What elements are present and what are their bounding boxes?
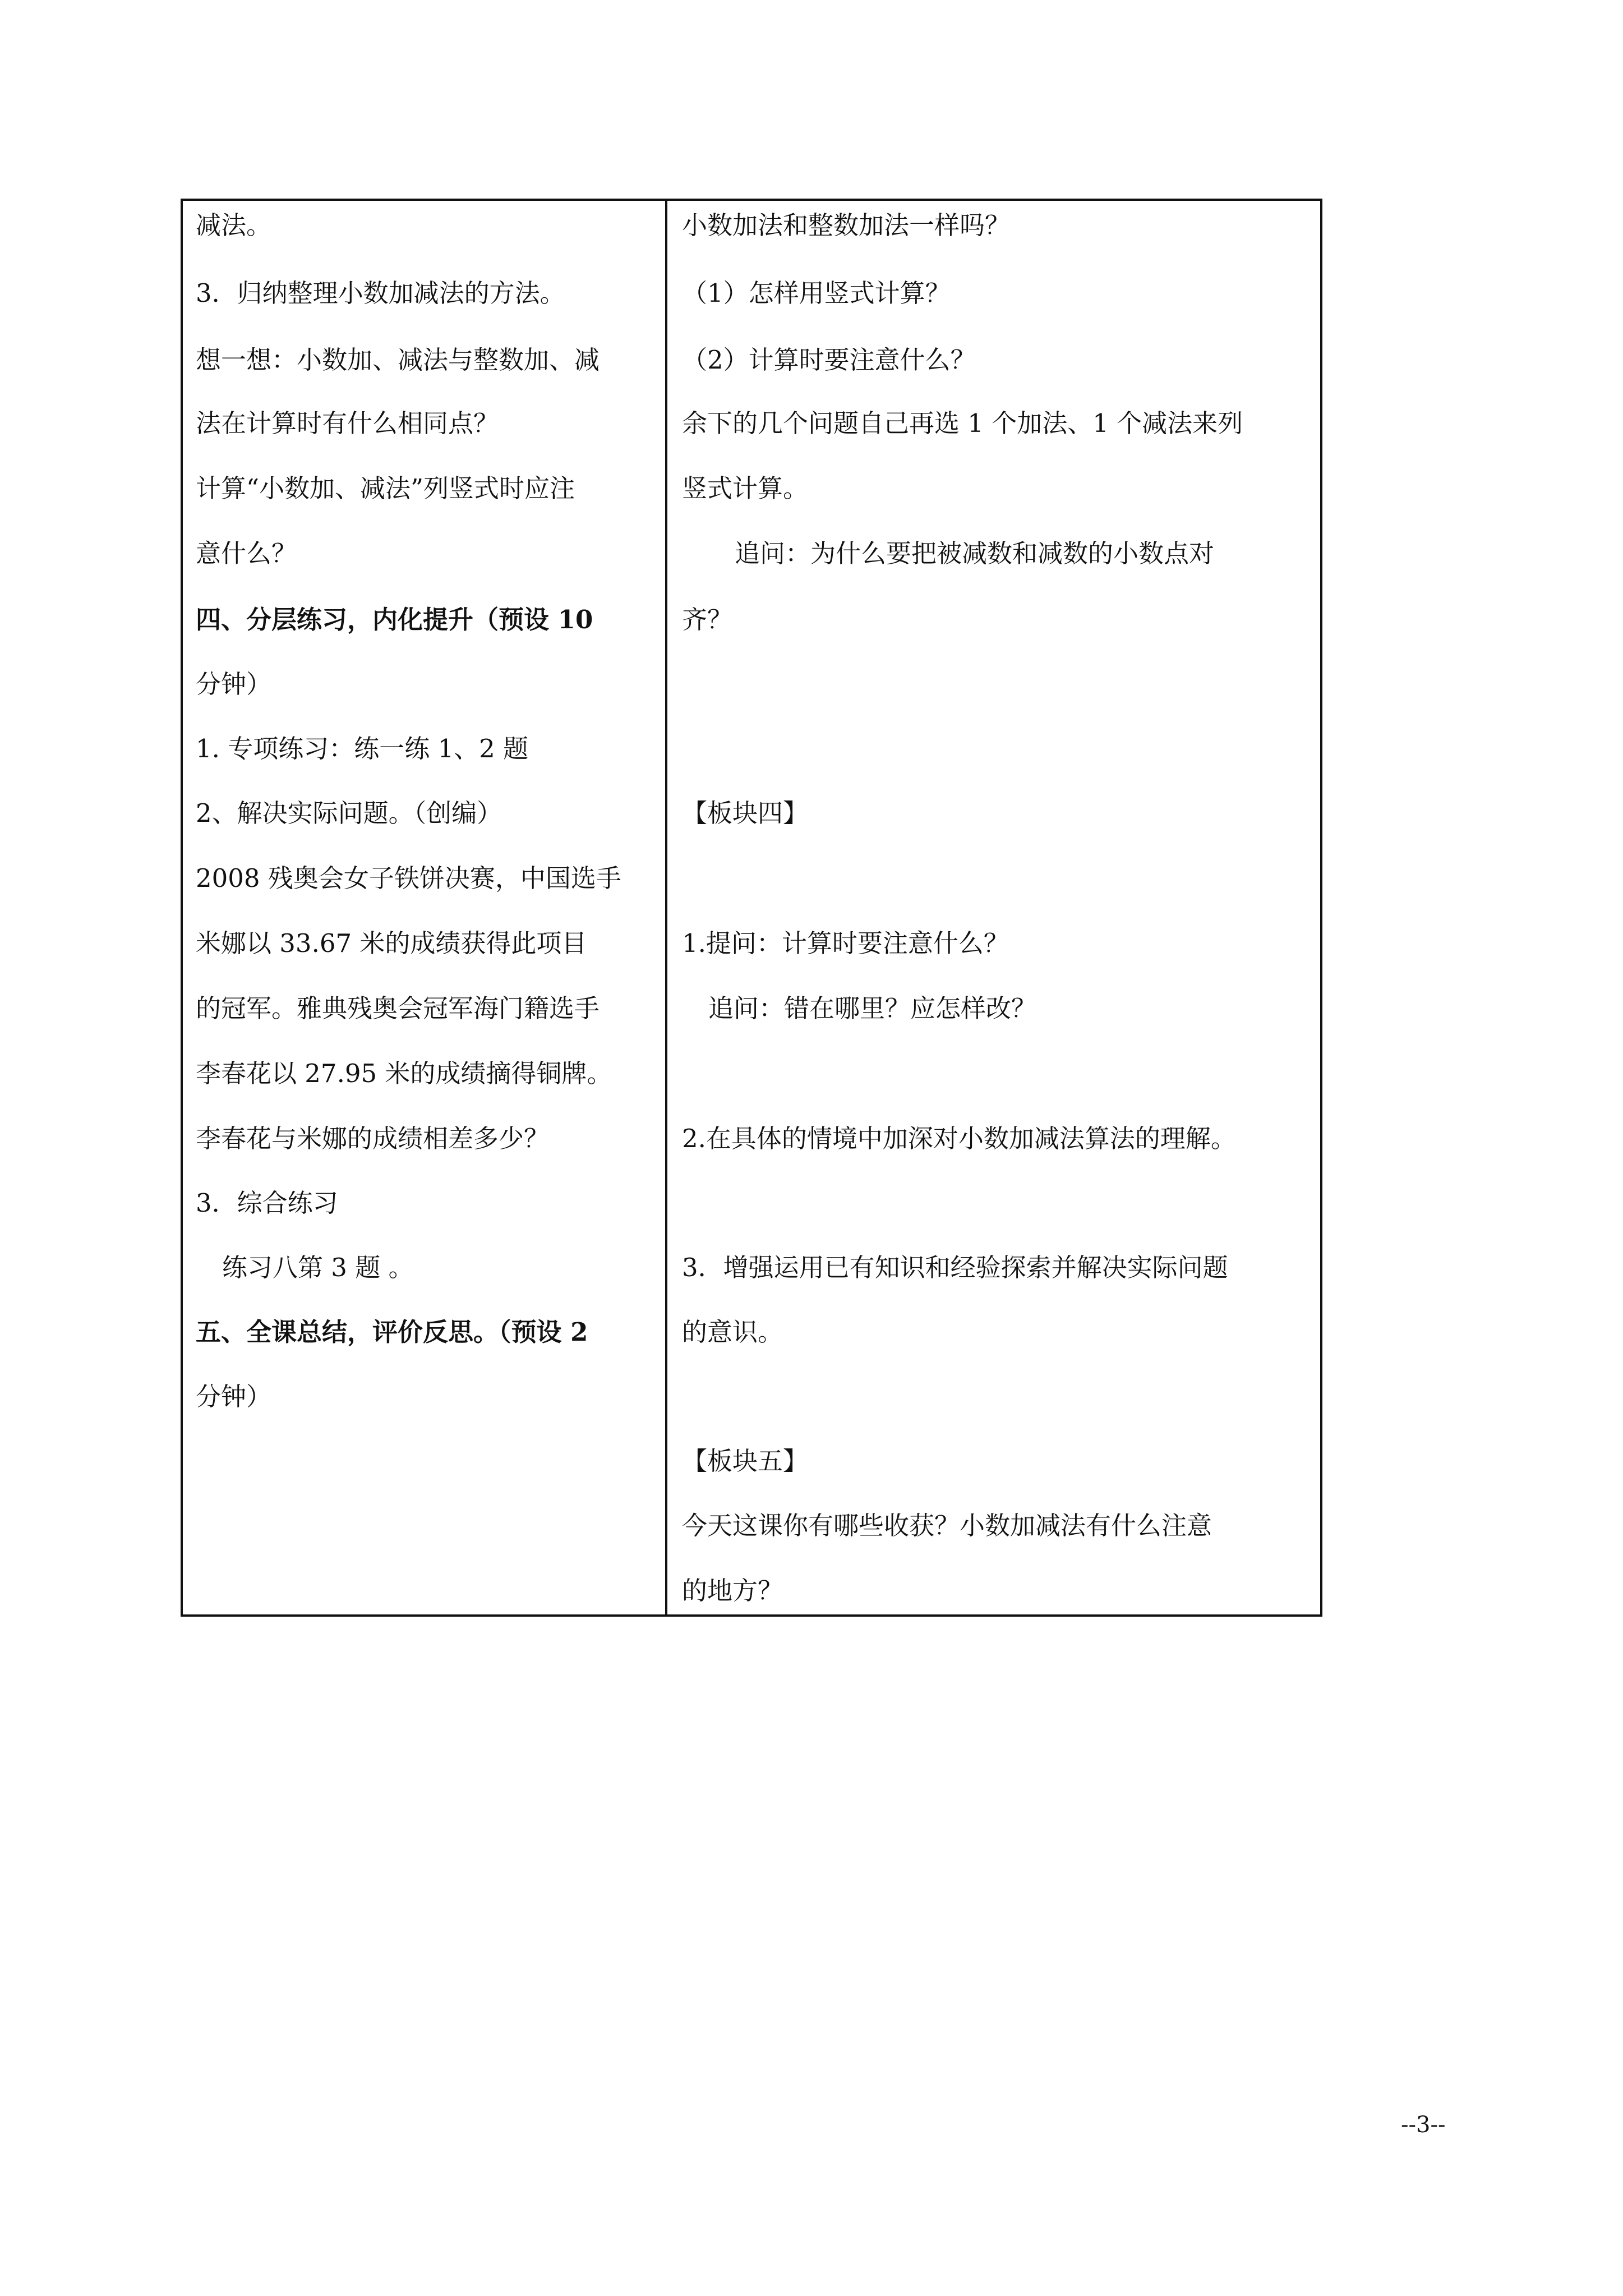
left-line: 法在计算时有什么相同点？ bbox=[196, 408, 499, 438]
right-line: 余下的几个问题自己再选 1 个加法、1 个减法来列 bbox=[682, 408, 1243, 438]
section-heading: 五、全课总结，评价反思。（预设 2 bbox=[196, 1317, 588, 1347]
right-line: 的地方？ bbox=[682, 1576, 783, 1605]
left-line: 想一想：小数加、减法与整数加、减 bbox=[196, 345, 600, 375]
left-line: 减法。 bbox=[196, 210, 272, 240]
left-line: 分钟） bbox=[196, 669, 272, 699]
right-line: 齐？ bbox=[682, 605, 733, 634]
left-line: 3．归纳整理小数加减法的方法。 bbox=[196, 278, 565, 308]
left-line: 2008 残奥会女子铁饼决赛，中国选手 bbox=[196, 863, 621, 893]
right-line: 追问：错在哪里？应怎样改？ bbox=[708, 993, 1037, 1023]
right-line: 2.在具体的情境中加深对小数加减法算法的理解。 bbox=[682, 1124, 1236, 1153]
right-line: 今天这课你有哪些收获？小数加减法有什么注意 bbox=[682, 1511, 1212, 1540]
left-line: 意什么？ bbox=[196, 539, 297, 568]
right-line: 3．增强运用已有知识和经验探索并解决实际问题 bbox=[682, 1253, 1228, 1282]
left-line: 计算“小数加、减法”列竖式时应注 bbox=[196, 473, 575, 503]
right-line: 1.提问：计算时要注意什么？ bbox=[682, 928, 1009, 958]
left-line: 分钟） bbox=[196, 1382, 272, 1411]
left-line: 李春花以 27.95 米的成绩摘得铜牌。 bbox=[196, 1059, 612, 1088]
block-heading: 【板块四】 bbox=[682, 798, 809, 828]
left-line: 3．综合练习 bbox=[196, 1188, 338, 1218]
page-number: --3-- bbox=[1401, 2112, 1446, 2138]
section-heading: 四、分层练习，内化提升（预设 10 bbox=[196, 605, 593, 634]
right-line: （2）计算时要注意什么？ bbox=[682, 345, 976, 375]
left-line: 的冠军。雅典残奥会冠军海门籍选手 bbox=[196, 993, 600, 1023]
left-line: 练习八第 3 题 。 bbox=[222, 1253, 414, 1282]
right-line: 小数加法和整数加法一样吗？ bbox=[682, 210, 1011, 240]
right-line: 的意识。 bbox=[682, 1317, 783, 1347]
right-line: 追问：为什么要把被减数和减数的小数点对 bbox=[735, 539, 1215, 568]
right-line: （1）怎样用竖式计算？ bbox=[682, 278, 951, 308]
block-heading: 【板块五】 bbox=[682, 1446, 809, 1476]
left-line: 1. 专项练习：练一练 1、2 题 bbox=[196, 734, 529, 763]
left-line: 米娜以 33.67 米的成绩获得此项目 bbox=[196, 928, 587, 958]
right-line: 竖式计算。 bbox=[682, 473, 809, 503]
left-line: 李春花与米娜的成绩相差多少？ bbox=[196, 1124, 550, 1153]
left-line: 2、解决实际问题。（创编） bbox=[196, 798, 502, 828]
column-divider bbox=[665, 199, 667, 1617]
